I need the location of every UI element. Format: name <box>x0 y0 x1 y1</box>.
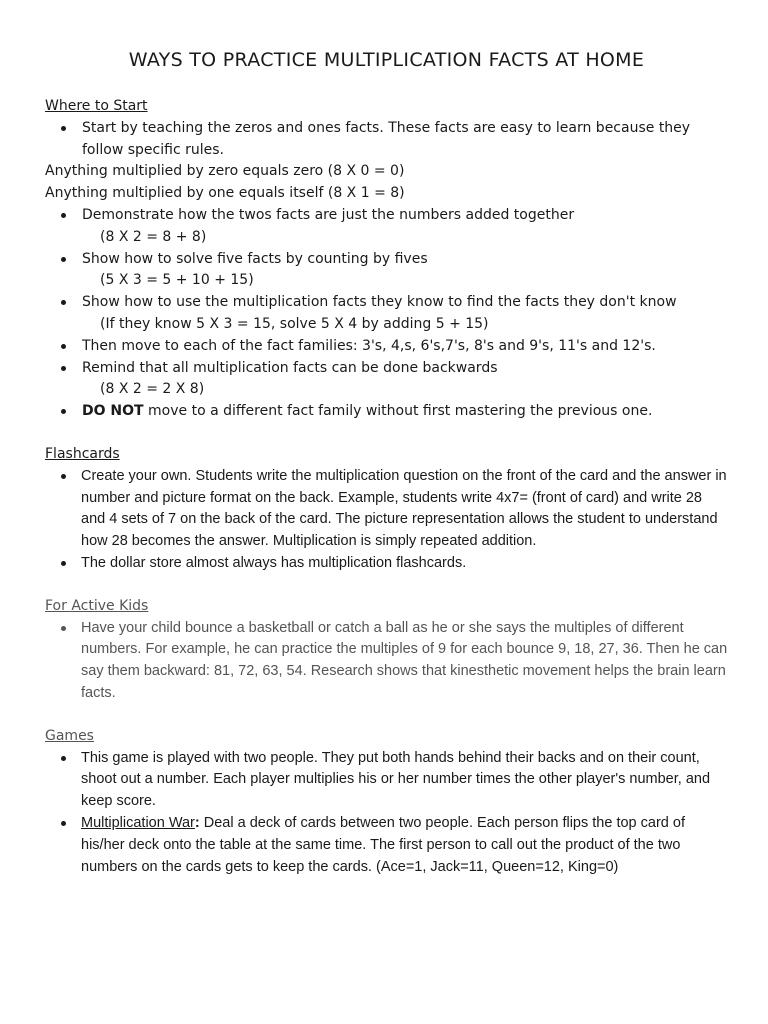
list-item <box>45 358 728 402</box>
list-item-example: (5 X 3 = 5 + 10 + 15) <box>100 272 254 289</box>
list-item-text: Show how to use the multiplication facts they know to find the facts they don't know <box>82 294 677 311</box>
heading-games: Games <box>45 727 94 744</box>
list-item <box>45 401 728 423</box>
bullet-list <box>45 466 728 575</box>
heading-flashcards: Flashcards <box>45 445 120 462</box>
paragraph: Anything multiplied by zero equals zero (8 X 0 = 0) <box>45 163 405 180</box>
list-item: The dollar store almost always has multiplication flashcards. <box>45 553 728 575</box>
game-title-colon: : <box>194 814 200 831</box>
list-item-text: Remind that all multiplication facts can be done backwards <box>82 359 498 376</box>
bullet-list <box>45 205 728 423</box>
heading-where-to-start: Where to Start <box>45 98 148 114</box>
bullet-list <box>45 618 728 705</box>
list-item: Start by teaching the zeros and ones facts. These facts are easy to learn because they follow specific rules. <box>45 118 728 162</box>
list-item-text: move to a different fact family without first mastering the previous one. <box>143 403 653 420</box>
list-item-text: Show how to solve five facts by counting by fives <box>82 250 428 267</box>
list-item-text: Deal a deck of cards between two people. Each person flips the top card of his/her deck onto the table at the same time. The first person to call out the product of the two numbers on the cards gets to keep the cards. (Ace=1, Jack=11, Queen=12, King=0) <box>81 814 685 875</box>
list-item <box>45 249 728 293</box>
list-item <box>45 813 728 878</box>
heading-for-active-kids: For Active Kids <box>45 597 149 614</box>
list-item-example: (If they know 5 X 3 = 15, solve 5 X 4 by adding 5 + 15) <box>100 315 489 332</box>
section-where-to-start <box>45 96 728 423</box>
list-item: Create your own. Students write the multiplication question on the front of the card and the answer in number and picture format on the back. Example, students write 4x7= (front of card) and write 28 and 4 sets of 7 on the back of the card. The picture representation allows the student to understand how 28 becomes the answer. Multiplication is simply repeated addition. <box>45 466 728 553</box>
list-item-text: Demonstrate how the twos facts are just the numbers added together <box>82 206 575 223</box>
section-games <box>45 726 728 879</box>
section-flashcards <box>45 444 728 575</box>
emphasis-text: DO NOT <box>82 403 144 420</box>
list-item-example: (8 X 2 = 2 X 8) <box>100 381 205 398</box>
list-item: This game is played with two people. They put both hands behind their backs and on their count, shoot out a number. Each player multiplies his or her number times the other player's number, and keep score. <box>45 748 728 813</box>
list-item: Have your child bounce a basketball or catch a ball as he or she says the multiples of different numbers. For example, he can practice the multiples of 9 for each bounce 9, 18, 27, 36. Then he can say them backward: 81, 72, 63, 54. Research shows that kinesthetic movement helps the brain learn facts. <box>45 618 728 705</box>
list-item-example: (8 X 2 = 8 + 8) <box>100 228 207 245</box>
bullet-list <box>45 118 728 162</box>
game-title: Multiplication War <box>81 814 195 831</box>
page-title: WAYS TO PRACTICE MULTIPLICATION FACTS AT HOME <box>128 49 645 71</box>
section-for-active-kids <box>45 596 728 705</box>
list-item <box>45 205 728 249</box>
list-item: Then move to each of the fact families: 3's, 4,s, 6's,7's, 8's and 9's, 11's and 12's. <box>45 336 728 358</box>
bullet-list <box>45 748 728 879</box>
list-item <box>45 292 728 336</box>
paragraph: Anything multiplied by one equals itself (8 X 1 = 8) <box>45 185 405 202</box>
